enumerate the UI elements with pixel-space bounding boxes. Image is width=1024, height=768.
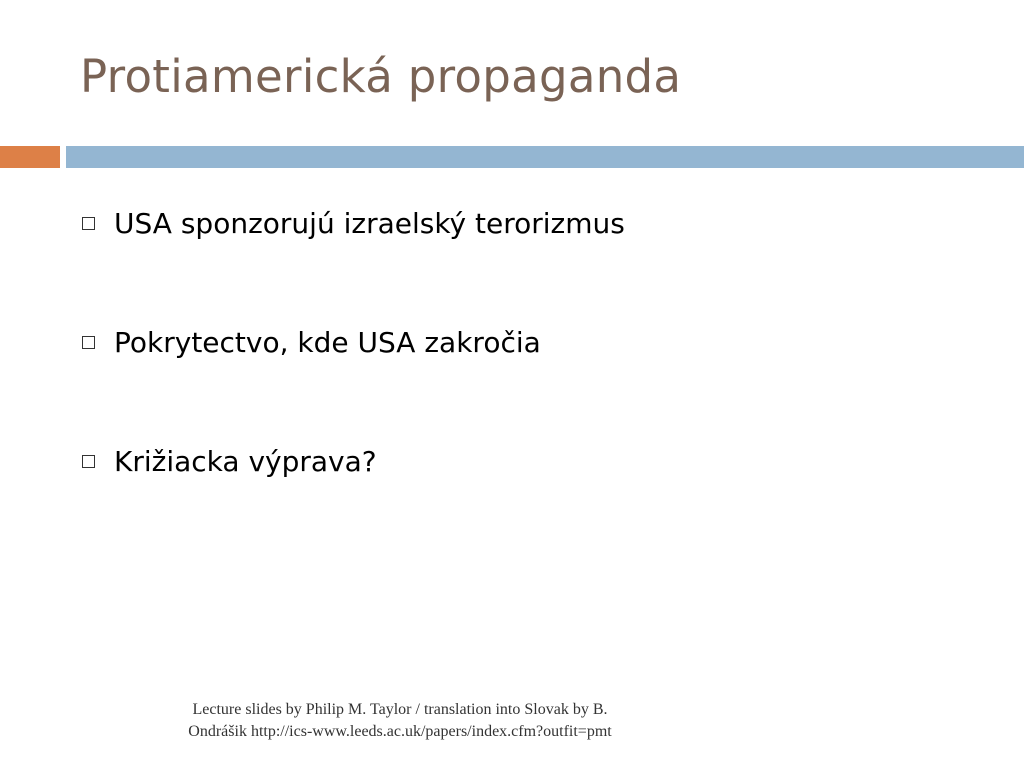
source-credit-line-1: Lecture slides by Philip M. Taylor / translation into Slovak by B.: [192, 701, 608, 718]
source-credit: [100, 699, 700, 743]
bullet-text: Pokrytectvo, kde USA zakročia: [114, 325, 541, 359]
bullet-item: [82, 319, 625, 365]
accent-bar-orange: [0, 146, 60, 168]
bullet-item: [82, 200, 625, 246]
bullet-item: [82, 438, 625, 484]
accent-bar-blue: [66, 146, 1024, 168]
bullet-text: Križiacka výprava?: [114, 444, 377, 478]
bullet-list: [82, 200, 625, 557]
source-credit-line-2: Ondrášik http://ics-www.leeds.ac.uk/papers/index.cfm?outfit=pmt: [188, 723, 612, 740]
hollow-square-bullet-icon: [82, 217, 95, 230]
hollow-square-bullet-icon: [82, 336, 95, 349]
hollow-square-bullet-icon: [82, 455, 95, 468]
slide-title: Protiamerická propaganda: [80, 50, 682, 103]
bullet-text: USA sponzorujú izraelský terorizmus: [114, 206, 625, 240]
